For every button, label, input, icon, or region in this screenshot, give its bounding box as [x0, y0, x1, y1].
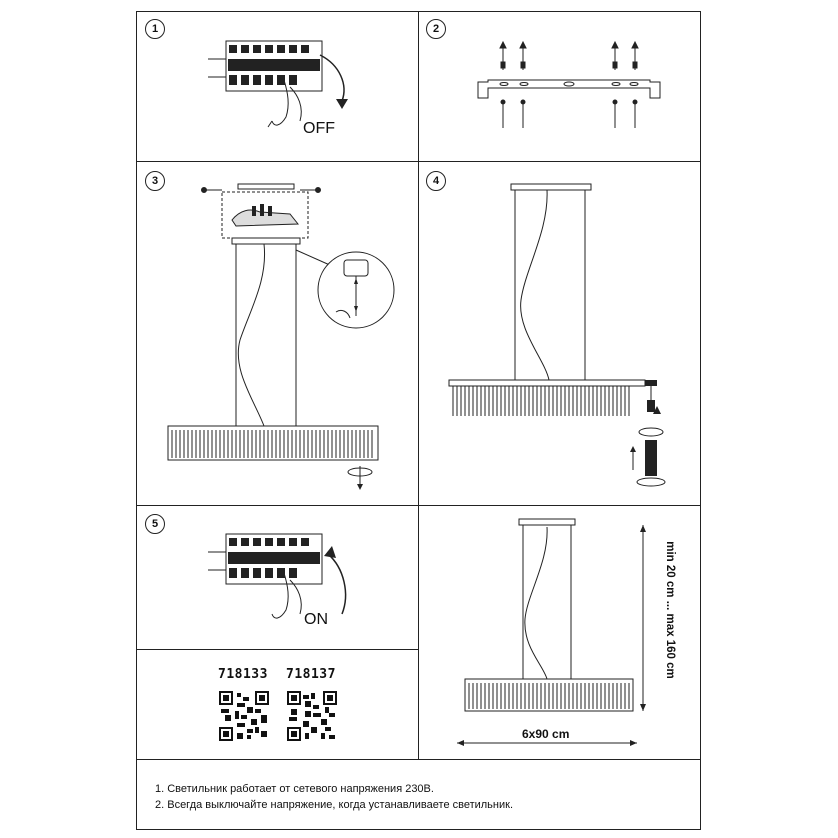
assembled-lamp-illustration — [445, 180, 675, 495]
width-dimension: 6x90 cm — [522, 727, 570, 741]
step-badge-2: 2 — [426, 19, 446, 39]
mounting-bracket-illustration — [470, 40, 670, 135]
grid-divider — [136, 161, 701, 162]
grid-divider — [136, 759, 701, 760]
grid-divider — [136, 505, 701, 506]
step-badge-5: 5 — [145, 514, 165, 534]
height-dimension: min 20 cm ... max 160 cm — [664, 541, 676, 679]
on-label: ON — [304, 611, 328, 628]
note-1: 1. Светильник работает от сетевого напряжения 230В. — [155, 783, 434, 795]
step-badge-3: 3 — [145, 171, 165, 191]
wiring-illustration — [160, 180, 410, 495]
grid-divider — [418, 11, 419, 759]
product-code-2: 718137 — [286, 667, 336, 682]
breaker-on-illustration — [200, 528, 360, 638]
step-badge-4: 4 — [426, 171, 446, 191]
dimensions-illustration — [455, 515, 650, 750]
qr-code-2 — [287, 691, 337, 741]
qr-code-1 — [219, 691, 269, 741]
breaker-off-illustration — [200, 35, 360, 145]
grid-divider — [136, 649, 418, 650]
step-badge-1: 1 — [145, 19, 165, 39]
note-2: 2. Всегда выключайте напряжение, когда устанавливаете светильник. — [155, 799, 514, 811]
product-code-1: 718133 — [218, 667, 268, 682]
off-label: OFF — [303, 120, 335, 137]
